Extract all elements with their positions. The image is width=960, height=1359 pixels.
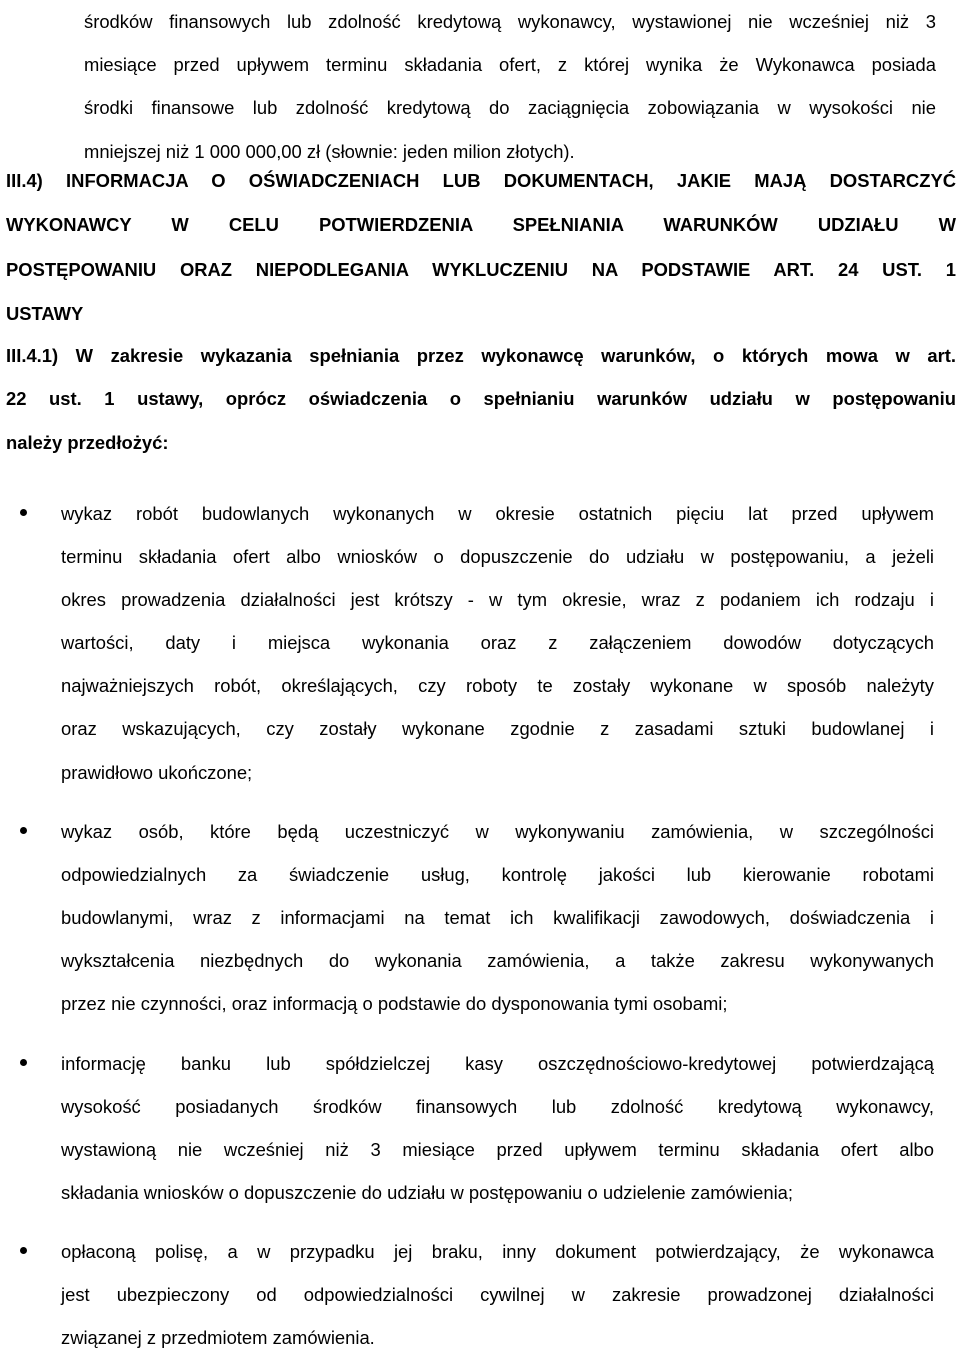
list-item-line: terminu składania ofert albo wniosków o dopuszczenie do udziału w postępowaniu, a jeżeli	[61, 546, 934, 568]
list-item-line: oraz wskazujących, czy zostały wykonane zgodnie z zasadami sztuki budowlanej i	[61, 718, 934, 740]
intro-line: miesiące przed upływem terminu składania ofert, z której wynika że Wykonawca posiada	[84, 54, 936, 76]
intro-paragraph	[84, 0, 936, 173]
intro-line: środków finansowych lub zdolność kredytową wykonawcy, wystawionej nie wcześniej niż 3	[84, 11, 936, 32]
list-item-text	[61, 1042, 934, 1214]
list-item-line: najważniejszych robót, określających, czy roboty te zostały wykonane w sposób należyty	[61, 675, 934, 697]
subsection-line: należy przedłożyć:	[6, 431, 169, 453]
list-item-line: wysokość posiadanych środków finansowych lub zdolność kredytową wykonawcy,	[61, 1096, 934, 1118]
list-item-line: wartości, daty i miejsca wykonania oraz z załączeniem dowodów dotyczących	[61, 632, 934, 654]
list-item-line: przez nie czynności, oraz informacją o podstawie do dysponowania tymi osobami;	[61, 993, 728, 1015]
list-item-line: składania wniosków o dopuszczenie do udziału w postępowaniu o udzielenie zamówienia;	[61, 1182, 793, 1204]
list-item-line: odpowiedzialnych za świadczenie usług, kontrolę jakości lub kierowanie robotami	[61, 864, 934, 886]
bullet-icon	[20, 1247, 27, 1254]
list-item-text	[61, 810, 934, 1025]
list-item-line: okres prowadzenia działalności jest krótszy - w tym okresie, wraz z podaniem ich rodzaju i	[61, 589, 934, 611]
list-item-line: związanej z przedmiotem zamówienia.	[61, 1327, 375, 1349]
list-item-line: opłaconą polisę, a w przypadku jej braku, inny dokument potwierdzający, że wykonawca	[61, 1241, 934, 1262]
bullet-icon	[20, 509, 27, 516]
intro-line: mniejszej niż 1 000 000,00 zł (słownie: jeden milion złotych).	[84, 140, 575, 162]
list-item-text	[61, 1230, 934, 1359]
section-heading	[6, 159, 956, 336]
list-item-line: wykaz osób, które będą uczestniczyć w wykonywaniu zamówienia, w szczególności	[61, 821, 934, 842]
list-item-line: informację banku lub spółdzielczej kasy oszczędnościowo-kredytowej potwierdzającą	[61, 1053, 934, 1074]
list-item-line: jest ubezpieczony od odpowiedzialności cywilnej w zakresie prowadzonej działalności	[61, 1284, 934, 1306]
bullet-icon	[20, 1059, 27, 1066]
list-item-line: wykaz robót budowlanych wykonanych w okresie ostatnich pięciu lat przed upływem	[61, 503, 934, 524]
subsection-heading	[6, 334, 956, 464]
intro-line: środki finansowe lub zdolność kredytową do zaciągnięcia zobowiązania w wysokości nie	[84, 97, 936, 119]
section-heading-line: USTAWY	[6, 302, 84, 324]
list-item-line: wystawioną nie wcześniej niż 3 miesiące przed upływem terminu składania ofert albo	[61, 1139, 934, 1161]
list-item-line: wykształcenia niezbędnych do wykonania zamówienia, a także zakresu wykonywanych	[61, 950, 934, 972]
subsection-line: 22 ust. 1 ustawy, oprócz oświadczenia o spełnianiu warunków udziału w postępowaniu	[6, 388, 956, 410]
section-heading-line: III.4) INFORMACJA O OŚWIADCZENIACH LUB DOKUMENTACH, JAKIE MAJĄ DOSTARCZYĆ	[6, 170, 956, 191]
section-heading-line: WYKONAWCY W CELU POTWIERDZENIA SPEŁNIANIA WARUNKÓW UDZIAŁU W	[6, 214, 956, 236]
list-item-text	[61, 492, 934, 794]
list-item-line: prawidłowo ukończone;	[61, 761, 253, 783]
section-heading-line: POSTĘPOWANIU ORAZ NIEPODLEGANIA WYKLUCZENIU NA PODSTAWIE ART. 24 UST. 1	[6, 258, 956, 280]
list-item-line: budowlanymi, wraz z informacjami na temat ich kwalifikacji zawodowych, doświadczenia i	[61, 907, 934, 929]
bullet-icon	[20, 827, 27, 834]
subsection-line: III.4.1) W zakresie wykazania spełniania przez wykonawcę warunków, o których mowa w art.	[6, 345, 956, 366]
